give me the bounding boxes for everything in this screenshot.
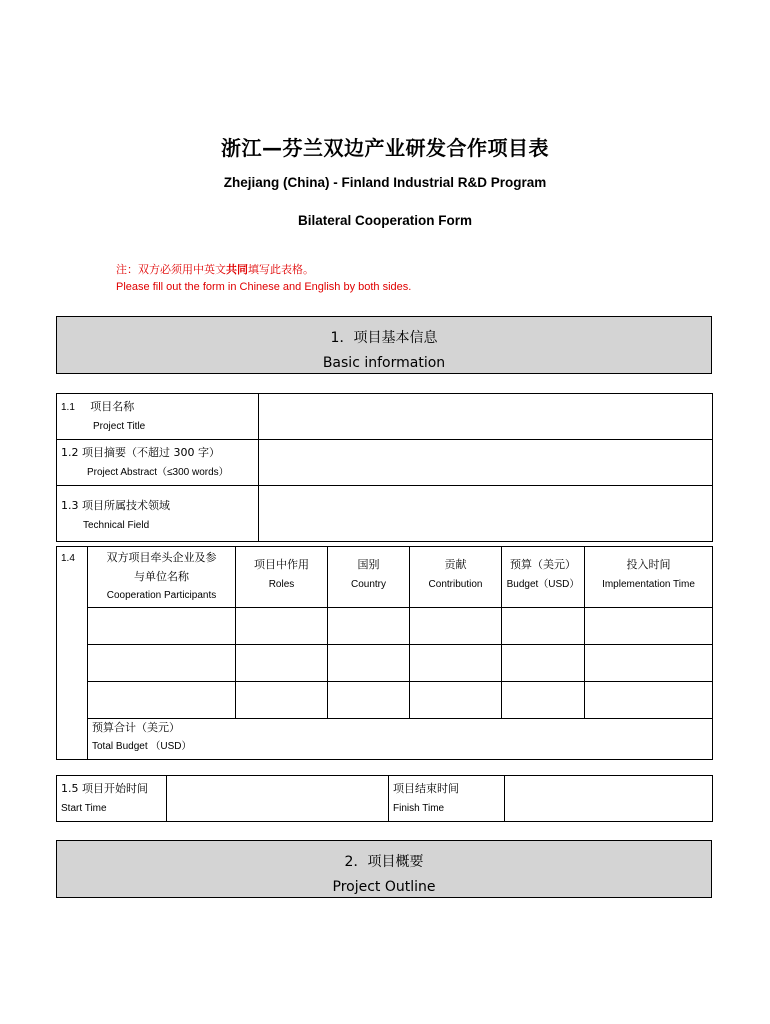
col-header-roles	[236, 547, 328, 608]
col-header-participants	[88, 547, 236, 608]
start-time-label	[57, 776, 167, 822]
instruction-note-en: Please fill out the form in Chinese and English by both sides.	[116, 281, 412, 293]
project-abstract-label-cn: 1.2 项目摘要（不超过 300 字）	[61, 446, 220, 459]
participant-row	[57, 682, 713, 719]
participants-section-number: 1.4	[57, 547, 88, 760]
participant-country-cell[interactable]	[328, 608, 410, 645]
participant-role-cell[interactable]	[236, 608, 328, 645]
participant-contribution-cell[interactable]	[410, 682, 502, 719]
participant-country-cell[interactable]	[328, 645, 410, 682]
participant-time-cell[interactable]	[585, 682, 713, 719]
col-header-roles-en: Roles	[268, 579, 295, 590]
start-time-label-en: Start Time	[61, 803, 107, 814]
finish-time-label-en: Finish Time	[393, 803, 445, 814]
project-title-label-cn: 项目名称	[90, 400, 135, 413]
participant-budget-cell[interactable]	[502, 645, 585, 682]
participant-time-cell[interactable]	[585, 645, 713, 682]
project-title-label	[57, 394, 259, 440]
finish-time-value	[505, 776, 712, 782]
finish-time-label-cn: 项目结束时间	[393, 782, 459, 795]
section-1-header	[56, 316, 712, 374]
technical-field-value	[259, 486, 712, 492]
participants-table	[56, 546, 713, 760]
project-title-label-en: Project Title	[93, 421, 146, 432]
form-subtitle-bilateral: Bilateral Cooperation Form	[297, 213, 473, 228]
form-subtitle-english: Zhejiang (China) - Finland Industrial R&D Program	[223, 175, 547, 190]
col-header-time-en: Implementation Time	[602, 579, 695, 590]
col-header-implementation-time	[585, 547, 713, 608]
note-cn-bold: 共同	[226, 264, 248, 276]
section-1-title-cn: 1．项目基本信息	[330, 330, 438, 346]
total-budget-cell[interactable]	[88, 719, 713, 760]
project-abstract-input[interactable]	[259, 440, 713, 486]
participant-contribution-cell[interactable]	[410, 608, 502, 645]
col-header-contribution-cn: 贡献	[444, 558, 467, 571]
participant-budget-cell[interactable]	[502, 682, 585, 719]
technical-field-label-cn: 1.3 项目所属技术领域	[61, 499, 170, 512]
participant-row	[57, 608, 713, 645]
participant-role-cell[interactable]	[236, 682, 328, 719]
form-title: 浙江—芬兰双边产业研发合作项目表	[221, 136, 549, 160]
start-time-label-cn: 1.5 项目开始时间	[61, 782, 148, 795]
col-header-budget	[502, 547, 585, 608]
col-header-country-en: Country	[350, 579, 386, 590]
col-header-participants-cn: 双方项目牵头企业及参与单位名称	[106, 551, 217, 583]
technical-field-label-en: Technical Field	[83, 520, 150, 531]
note-cn-prefix: 注：双方必须用中英文	[116, 264, 226, 276]
col-header-country	[328, 547, 410, 608]
start-time-input[interactable]	[167, 776, 389, 822]
project-title-input[interactable]	[259, 394, 713, 440]
col-header-contribution-en: Contribution	[428, 579, 483, 590]
participant-time-cell[interactable]	[585, 608, 713, 645]
col-header-contribution	[410, 547, 502, 608]
finish-time-input[interactable]	[505, 776, 713, 822]
section-2-header	[56, 840, 712, 898]
technical-field-input[interactable]	[259, 486, 713, 542]
participant-name-cell[interactable]	[88, 682, 236, 719]
participant-name-cell[interactable]	[88, 645, 236, 682]
note-cn-suffix: 填写此表格。	[248, 264, 314, 276]
participant-role-cell[interactable]	[236, 645, 328, 682]
section-2-title-cn: 2．项目概要	[344, 854, 424, 870]
col-header-roles-cn: 项目中作用	[254, 558, 309, 571]
schedule-table	[56, 775, 713, 822]
participant-name-cell[interactable]	[88, 608, 236, 645]
technical-field-label	[57, 486, 259, 542]
section-2-title-en: Project Outline	[332, 879, 436, 895]
basic-info-table	[56, 393, 713, 542]
total-budget-label-en: Total Budget （USD）	[92, 741, 192, 752]
col-header-time-cn: 投入时间	[626, 558, 671, 571]
participant-budget-cell[interactable]	[502, 608, 585, 645]
project-title-value	[259, 394, 712, 400]
col-header-participants-en: Cooperation Participants	[106, 590, 217, 601]
start-time-value	[167, 776, 388, 782]
project-abstract-value	[259, 440, 712, 446]
project-abstract-label	[57, 440, 259, 486]
col-header-budget-cn: 预算（美元）	[510, 558, 576, 571]
total-budget-label-cn: 预算合计（美元）	[92, 721, 180, 734]
project-abstract-label-en: Project Abstract（≤300 words）	[87, 467, 229, 478]
participant-row	[57, 645, 713, 682]
participant-contribution-cell[interactable]	[410, 645, 502, 682]
finish-time-label	[389, 776, 505, 822]
col-header-country-cn: 国别	[357, 558, 380, 571]
project-title-number: 1.1	[61, 402, 75, 413]
instruction-note-cn	[116, 261, 314, 277]
col-header-budget-en: Budget（USD）	[506, 579, 580, 590]
participant-country-cell[interactable]	[328, 682, 410, 719]
section-1-title-en: Basic information	[322, 355, 446, 371]
